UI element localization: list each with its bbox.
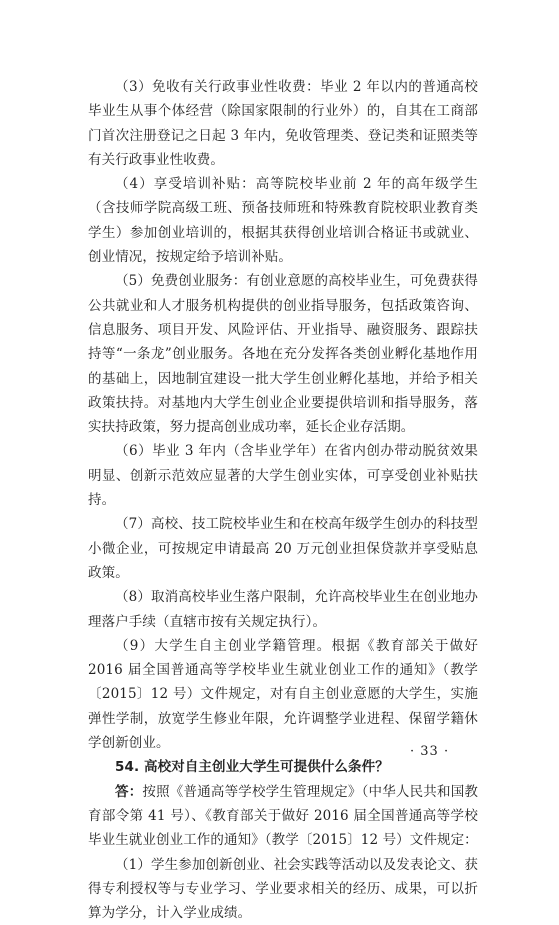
page-number: · 33 ·: [410, 744, 449, 759]
page-body: [88, 75, 478, 925]
paragraph-item-6: （6）毕业 3 年内（含毕业学年）在省内创办带动脱贫效果明显、创新示范效应显著的大学生创业实体，可享受创业补贴扶持。: [88, 439, 478, 512]
answer-text: 按照《普通高等学校学生管理规定》（中华人民共和国教育部令第 41 号）、《教育部关于做好 2016 届全国普通高等学校毕业生就业创业工作的通知》（教学〔2015〕12 号）文件规定：: [88, 784, 478, 849]
paragraph-item-5: （5）免费创业服务：有创业意愿的高校毕业生，可免费获得公共就业和人才服务机构提供的创业指导服务，包括政策咨询、信息服务、项目开发、风险评估、开业指导、融资服务、跟踪扶持等“一条龙”创业服务。各地在充分发挥各类创业孵化基地作用的基础上，因地制宜建设一批大学生创业孵化基地，并给予相关政策扶持。对基地内大学生创业企业要提供培训和指导服务，落实扶持政策，努力提高创业成功率，延长企业存活期。: [88, 269, 478, 439]
paragraph-item-4: （4）享受培训补贴：高等院校毕业前 2 年的高年级学生（含技师学院高级工班、预备技师班和特殊教育院校职业教育类学生）参加创业培训的，根据其获得创业培训合格证书或就业、创业情况，按规定给予培训补贴。: [88, 172, 478, 269]
paragraph-item-8: （8）取消高校毕业生落户限制，允许高校毕业生在创业地办理落户手续（直辖市按有关规定执行）。: [88, 585, 478, 634]
answer-paragraph: [88, 780, 478, 853]
paragraph-item-7: （7）高校、技工院校毕业生和在校高年级学生创办的科技型小微企业，可按规定申请最高 20 万元创业担保贷款并享受贴息政策。: [88, 512, 478, 585]
paragraph-item-9: （9）大学生自主创业学籍管理。根据《教育部关于做好 2016 届全国普通高等学校毕业生就业创业工作的通知》（教学〔2015〕12 号）文件规定，对有自主创业意愿的大学生，实施弹性学制，放宽学生修业年限，允许调整学业进程、保留学籍休学创新创业。: [88, 634, 478, 755]
question-heading: 54. 高校对自主创业大学生可提供什么条件？: [88, 755, 478, 779]
paragraph-item-3: （3）免收有关行政事业性收费：毕业 2 年以内的普通高校毕业生从事个体经营（除国家限制的行业外）的，自其在工商部门首次注册登记之日起 3 年内，免收管理类、登记类和证照类等有关行政事业性收费。: [88, 75, 478, 172]
answer-label: 答：: [115, 784, 142, 800]
answer-item-1: （1）学生参加创新创业、社会实践等活动以及发表论文、获得专利授权等与专业学习、学业要求相关的经历、成果，可以折算为学分，计入学业成绩。: [88, 853, 478, 925]
